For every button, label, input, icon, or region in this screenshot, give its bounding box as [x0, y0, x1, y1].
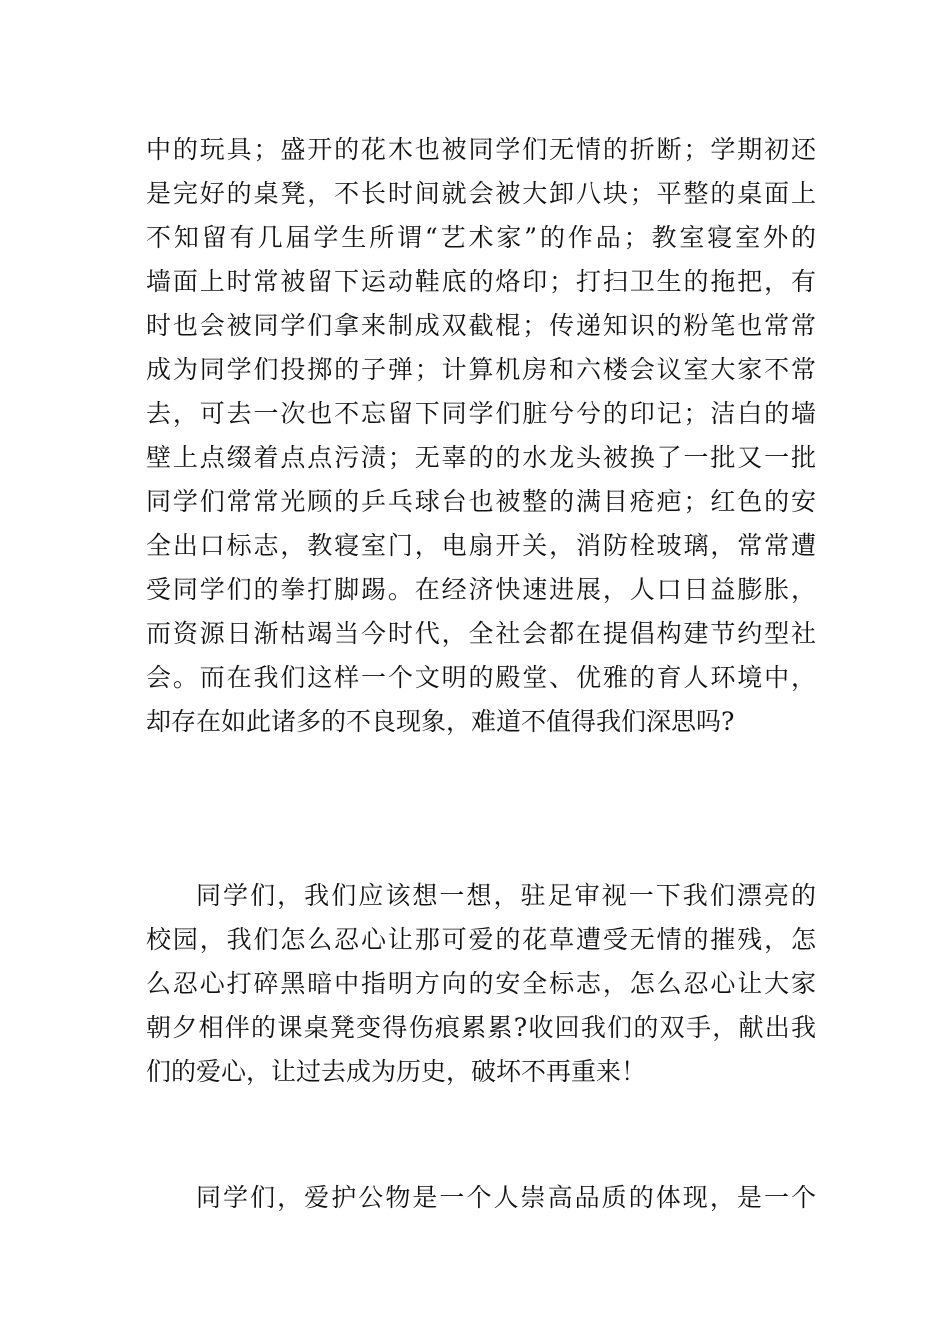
text-line: 同学们，我们应该想一想，驻足审视一下我们漂亮的	[196, 881, 816, 910]
text-line: 却存在如此诸多的不良现象，难道不值得我们深思吗?	[146, 707, 735, 736]
text-line: 同学们常常光顾的乒乓球台也被整的满目疮疤；红色的安	[146, 487, 816, 516]
text-line: 受同学们的拳打脚踢。在经济快速进展，人口日益膨胀，	[146, 575, 816, 604]
paragraph-3	[146, 1176, 816, 1220]
text-line: 不知留有几届学生所谓“艺术家”的作品；教室寝室外的	[146, 223, 816, 252]
text-line: 中的玩具；盛开的花木也被同学们无情的折断；学期初还	[146, 135, 816, 164]
text-line: 全出口标志，教寝室门，电扇开关，消防栓玻璃，常常遭	[146, 531, 816, 560]
paragraph-2	[146, 874, 816, 1094]
text-line: 校园，我们怎么忍心让那可爱的花草遭受无情的摧残，怎	[146, 925, 816, 954]
text-line: 朝夕相伴的课桌凳变得伤痕累累?收回我们的双手，献出我	[146, 1013, 816, 1042]
text-line: 们的爱心，让过去成为历史，破坏不再重来！	[146, 1057, 647, 1086]
text-line: 而资源日渐枯竭当今时代，全社会都在提倡构建节约型社	[146, 619, 816, 648]
text-line: 么忍心打碎黑暗中指明方向的安全标志，怎么忍心让大家	[146, 969, 816, 998]
text-line: 同学们，爱护公物是一个人崇高品质的体现，是一个	[196, 1183, 816, 1212]
text-line: 时也会被同学们拿来制成双截棍；传递知识的粉笔也常常	[146, 311, 816, 340]
text-line: 去，可去一次也不忘留下同学们脏兮兮的印记；洁白的墙	[146, 399, 816, 428]
text-line: 壁上点缀着点点污渍；无辜的的水龙头被换了一批又一批	[146, 443, 816, 472]
paragraph-1	[146, 128, 816, 744]
text-line: 成为同学们投掷的子弹；计算机房和六楼会议室大家不常	[146, 355, 816, 384]
text-line: 会。而在我们这样一个文明的殿堂、优雅的育人环境中，	[146, 663, 816, 692]
text-line: 是完好的桌凳，不长时间就会被大卸八块；平整的桌面上	[146, 179, 816, 208]
text-line: 墙面上时常被留下运动鞋底的烙印；打扫卫生的拖把，有	[146, 267, 816, 296]
